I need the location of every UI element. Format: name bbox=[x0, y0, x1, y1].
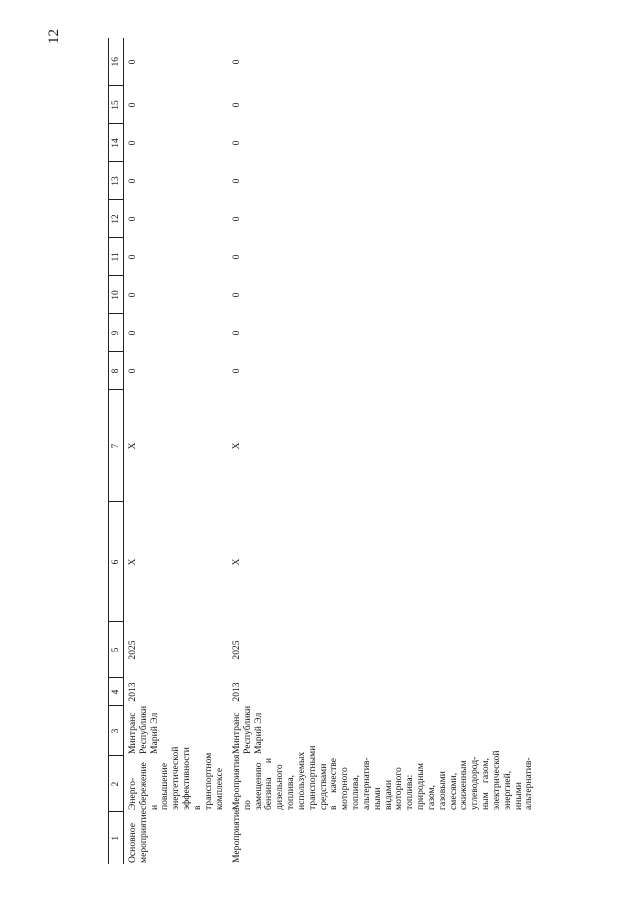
col-header: 5 bbox=[109, 622, 124, 678]
col-header: 16 bbox=[109, 38, 124, 86]
program-table bbox=[108, 38, 535, 864]
row-cell: 0 bbox=[127, 216, 138, 222]
col-header: 11 bbox=[109, 238, 124, 276]
col-header: 6 bbox=[109, 502, 124, 622]
row-cell: X bbox=[231, 558, 242, 566]
row-type: Мероприятие bbox=[231, 807, 242, 863]
row-cell: 0 bbox=[231, 292, 242, 298]
row-cell: 0 bbox=[127, 59, 138, 65]
header-row bbox=[109, 38, 124, 864]
row-cell: 0 bbox=[231, 102, 242, 108]
row-cell: 0 bbox=[127, 178, 138, 184]
page-number: 12 bbox=[46, 29, 62, 44]
col-header: 3 bbox=[109, 706, 124, 756]
row-title: Энерго-сбережение и повышение энергетической эффективности в транспортном комплексе bbox=[127, 746, 225, 810]
row-cell: X bbox=[127, 558, 138, 566]
row-cell: 0 bbox=[231, 368, 242, 374]
col-header: 9 bbox=[109, 314, 124, 352]
row-cell: X bbox=[127, 442, 138, 450]
row-cell: 0 bbox=[231, 140, 242, 146]
row-cell: 0 bbox=[231, 330, 242, 336]
row-end-year: 2025 bbox=[127, 640, 138, 660]
row-start-year: 2013 bbox=[127, 682, 138, 702]
col-header: 7 bbox=[109, 390, 124, 502]
row-type: Основное мероприятие bbox=[127, 810, 149, 863]
row-cell: 0 bbox=[127, 102, 138, 108]
row-cell: 0 bbox=[231, 216, 242, 222]
table-row bbox=[124, 38, 229, 864]
col-header: 15 bbox=[109, 86, 124, 124]
row-start-year: 2013 bbox=[231, 682, 242, 702]
row-cell: X bbox=[231, 442, 242, 450]
row-cell: 0 bbox=[127, 292, 138, 298]
col-header: 4 bbox=[109, 678, 124, 706]
col-header: 2 bbox=[109, 756, 124, 812]
col-header: 14 bbox=[109, 124, 124, 162]
row-end-year: 2025 bbox=[231, 640, 242, 660]
table-row bbox=[228, 38, 535, 864]
col-header: 13 bbox=[109, 162, 124, 200]
row-cell: 0 bbox=[231, 178, 242, 184]
col-header: 10 bbox=[109, 276, 124, 314]
row-cell: 0 bbox=[127, 254, 138, 260]
row-title: Мероприятия по замещению бензина и дизельного топлива, используемых транспортными средствами в качестве моторного топлива, альтернатив-ными видами моторного топлива: природным газом, газовыми смесями, сжиженным углеводород-ным газом, электрической энергией, иными альтернатив- bbox=[231, 745, 535, 810]
row-cell: 0 bbox=[231, 59, 242, 65]
row-cell: 0 bbox=[127, 368, 138, 374]
row-cell: 0 bbox=[231, 254, 242, 260]
row-cell: 0 bbox=[127, 140, 138, 146]
row-cell: 0 bbox=[127, 330, 138, 336]
col-header: 8 bbox=[109, 352, 124, 390]
col-header: 1 bbox=[109, 812, 124, 864]
row-executor: Минтранс Республики Марий Эл bbox=[231, 705, 264, 754]
rotated-table-container bbox=[108, 38, 535, 864]
row-executor: Минтранс Республики Марий Эл bbox=[127, 705, 160, 754]
col-header: 12 bbox=[109, 200, 124, 238]
